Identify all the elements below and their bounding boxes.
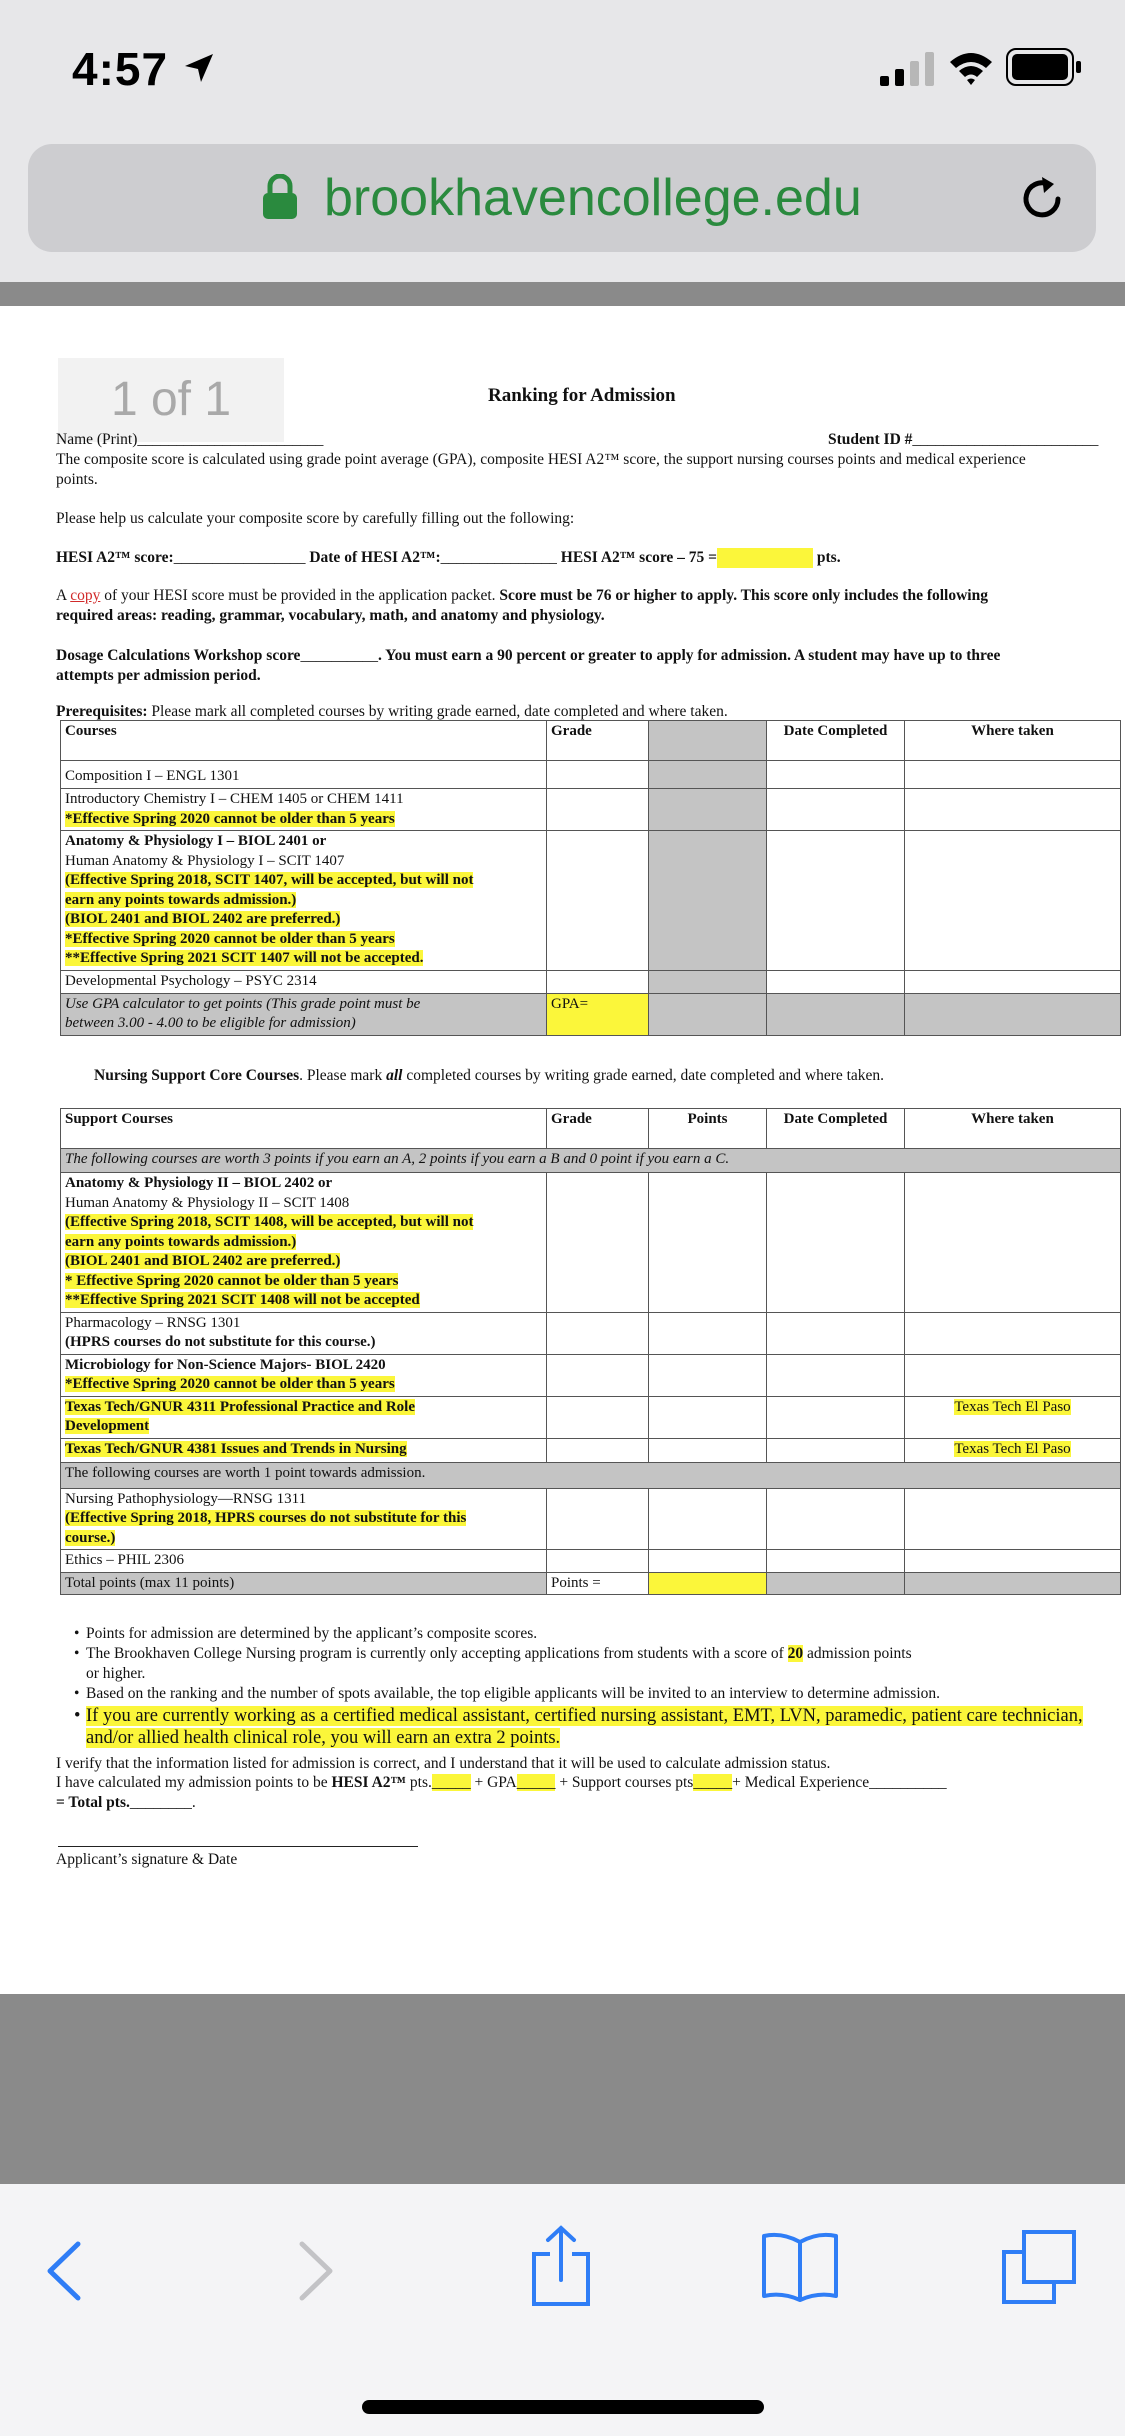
signal-icon bbox=[880, 52, 938, 86]
header-date-completed: Date Completed bbox=[767, 721, 905, 761]
table-row bbox=[61, 1173, 1121, 1313]
student-id-line: Student ID #________________________ bbox=[828, 431, 1099, 448]
grade-cell[interactable] bbox=[547, 1488, 649, 1550]
url-text[interactable]: brookhavencollege.edu bbox=[324, 169, 862, 227]
header-support-courses: Support Courses bbox=[61, 1109, 547, 1149]
support-intro bbox=[94, 1066, 884, 1086]
hesi-line: HESI A2™ score:_________________ Date of HESI A2™:_______________ HESI A2™ score – 75 = pts. bbox=[56, 548, 1116, 568]
table-row bbox=[61, 789, 1121, 831]
share-icon[interactable] bbox=[528, 2224, 594, 2308]
grade-cell[interactable] bbox=[547, 1354, 649, 1396]
points-equals-label: Points = bbox=[547, 1572, 649, 1595]
calc-line: I have calculated my admission points to be HESI A2™ pts._____ + GPA_____ + Support courses pts_____+ Medical Experience__________ bbox=[56, 1774, 947, 1791]
table-row bbox=[61, 831, 1121, 971]
course-note: earn any points towards admission.) bbox=[65, 1233, 297, 1250]
total-pts-label: = Total pts. bbox=[56, 1794, 130, 1811]
pts-label: pts. bbox=[816, 549, 841, 566]
list-item: • Based on the ranking and the number of spots available, the top eligible applicants will be invited to an interview to determine admission. bbox=[74, 1684, 1124, 1704]
where-cell[interactable] bbox=[905, 1396, 1121, 1438]
date-cell[interactable] bbox=[767, 1312, 905, 1354]
course-cell: Composition I – ENGL 1301 bbox=[61, 761, 547, 789]
calc-text: pts. bbox=[406, 1774, 432, 1791]
section-row bbox=[61, 1149, 1121, 1173]
course-note: *Effective Spring 2020 cannot be older than 5 years bbox=[65, 1376, 395, 1392]
table-row bbox=[61, 1354, 1121, 1396]
gpa-note-line: between 3.00 - 4.00 to be eligible for admission) bbox=[65, 1015, 356, 1031]
grade-cell[interactable] bbox=[547, 831, 649, 971]
where-cell[interactable] bbox=[905, 1173, 1121, 1313]
calc-text: + Support courses pts bbox=[559, 1774, 694, 1791]
wifi-icon bbox=[948, 50, 994, 86]
table-header-row bbox=[61, 721, 1121, 761]
signature-label: Applicant’s signature & Date bbox=[56, 1851, 238, 1868]
support-intro-all: all bbox=[386, 1067, 403, 1084]
grade-cell[interactable] bbox=[547, 1173, 649, 1313]
date-cell[interactable] bbox=[767, 1550, 905, 1573]
verify-line: I verify that the information listed for admission is correct, and I understand that it will be used to calculate admission status. bbox=[56, 1755, 831, 1772]
course-cell bbox=[61, 831, 547, 971]
course-cell bbox=[61, 1438, 547, 1462]
hesi-score-label: HESI A2™ score: bbox=[56, 549, 174, 566]
shaded-cell bbox=[649, 761, 767, 789]
grade-cell[interactable] bbox=[547, 761, 649, 789]
shaded-cell bbox=[767, 1572, 905, 1595]
points-cell[interactable] bbox=[649, 1488, 767, 1550]
date-cell[interactable] bbox=[767, 761, 905, 789]
date-cell[interactable] bbox=[767, 971, 905, 994]
course-note: course.) bbox=[65, 1529, 116, 1546]
course-line: Introductory Chemistry I – CHEM 1405 or CHEM 1411 bbox=[65, 791, 404, 807]
where-cell[interactable] bbox=[905, 1312, 1121, 1354]
calc-text: I have calculated my admission points to be bbox=[56, 1774, 332, 1791]
location-arrow-icon bbox=[183, 52, 215, 84]
where-cell[interactable] bbox=[905, 1488, 1121, 1550]
table-row bbox=[61, 1312, 1121, 1354]
back-icon[interactable] bbox=[44, 2240, 84, 2302]
shaded-cell bbox=[905, 993, 1121, 1035]
grade-cell[interactable] bbox=[547, 1550, 649, 1573]
date-cell[interactable] bbox=[767, 1396, 905, 1438]
bullet-text: If you are currently working as a certified medical assistant, certified nursing assistant, EMT, LVN, paramedic, patient care technician, bbox=[86, 1705, 1083, 1726]
name-label: Name (Print) bbox=[56, 431, 138, 448]
grade-cell[interactable] bbox=[547, 971, 649, 994]
total-row bbox=[61, 1572, 1121, 1595]
shaded-cell bbox=[649, 993, 767, 1035]
date-cell[interactable] bbox=[767, 1354, 905, 1396]
dosage-label: Dosage Calculations Workshop score bbox=[56, 647, 301, 664]
table-row bbox=[61, 1550, 1121, 1573]
course-line: Texas Tech/GNUR 4381 Issues and Trends in Nursing bbox=[65, 1440, 407, 1457]
course-line: Microbiology for Non-Science Majors- BIOL 2420 bbox=[65, 1356, 386, 1373]
list-item bbox=[74, 1705, 1124, 1749]
page-counter: 1 of 1 bbox=[58, 358, 284, 442]
points-cell[interactable] bbox=[649, 1173, 767, 1313]
date-of-hesi-label: Date of HESI A2™: bbox=[309, 549, 441, 566]
list-item bbox=[74, 1644, 1124, 1684]
grade-cell[interactable] bbox=[547, 789, 649, 831]
total-points-label: Total points (max 11 points) bbox=[61, 1572, 547, 1595]
calc-text: + GPA bbox=[474, 1774, 517, 1791]
header-where-taken: Where taken bbox=[905, 1109, 1121, 1149]
course-line: Texas Tech/GNUR 4311 Professional Practice and Role bbox=[65, 1398, 415, 1415]
dosage-line2: attempts per admission period. bbox=[56, 667, 261, 684]
status-bar bbox=[0, 0, 1125, 135]
course-cell bbox=[61, 1396, 547, 1438]
course-line: Anatomy & Physiology II – BIOL 2402 or bbox=[65, 1175, 333, 1191]
date-cell[interactable] bbox=[767, 1488, 905, 1550]
pdf-page bbox=[0, 306, 1125, 1994]
shaded-cell bbox=[905, 1572, 1121, 1595]
list-item: • Points for admission are determined by the applicant’s composite scores. bbox=[74, 1624, 1124, 1644]
bullet-text: or higher. bbox=[86, 1665, 146, 1683]
dosage-rest: . You must earn a 90 percent or greater to apply for admission. A student may have up to three bbox=[377, 647, 1001, 664]
course-note: **Effective Spring 2021 SCIT 1407 will not be accepted. bbox=[65, 950, 424, 966]
course-cell: Ethics – PHIL 2306 bbox=[61, 1550, 547, 1573]
course-note: (Effective Spring 2018, HPRS courses do not substitute for this bbox=[65, 1510, 467, 1526]
gpa-note bbox=[61, 993, 547, 1035]
table-row bbox=[61, 1396, 1121, 1438]
course-note: (Effective Spring 2018, SCIT 1407, will be accepted, but will not bbox=[65, 872, 474, 888]
prereq-label: Prerequisites: bbox=[56, 703, 148, 720]
header-grade: Grade bbox=[547, 1109, 649, 1149]
course-note: earn any points towards admission.) bbox=[65, 891, 297, 908]
header-points: Points bbox=[649, 1109, 767, 1149]
gpa-note-line: Use GPA calculator to get points (This grade point must be bbox=[65, 995, 421, 1012]
viewer-top-band bbox=[0, 282, 1125, 306]
course-line: Human Anatomy & Physiology I – SCIT 1407 bbox=[65, 852, 345, 869]
table-header-row bbox=[61, 1109, 1121, 1149]
total-points-field[interactable] bbox=[649, 1572, 767, 1595]
header-shaded bbox=[649, 721, 767, 761]
copy-line2: required areas: reading, grammar, vocabulary, math, and anatomy and physiology. bbox=[56, 607, 605, 624]
course-note: (HPRS courses do not substitute for this course.) bbox=[65, 1334, 376, 1350]
course-line: Nursing Pathophysiology—RNSG 1311 bbox=[65, 1490, 307, 1507]
calc-hesi: HESI A2™ bbox=[331, 1774, 407, 1791]
table-row bbox=[61, 971, 1121, 994]
reload-icon[interactable] bbox=[1018, 174, 1068, 224]
course-cell bbox=[61, 789, 547, 831]
bookmarks-icon[interactable] bbox=[760, 2230, 840, 2304]
where-cell[interactable] bbox=[905, 971, 1121, 994]
header-courses: Courses bbox=[61, 721, 547, 761]
safari-toolbar bbox=[0, 2184, 1125, 2436]
course-note: *Effective Spring 2020 cannot be older than 5 years bbox=[65, 810, 395, 827]
course-cell bbox=[61, 1173, 547, 1313]
help-line: Please help us calculate your composite score by carefully filling out the following: bbox=[56, 510, 575, 527]
course-note: * Effective Spring 2020 cannot be older than 5 years bbox=[65, 1272, 399, 1289]
intro-line2: points. bbox=[56, 471, 98, 488]
copy-bold: Score must be 76 or higher to apply. This score only includes the following bbox=[495, 587, 988, 604]
date-cell[interactable] bbox=[767, 789, 905, 831]
course-note: (BIOL 2401 and BIOL 2402 are preferred.) bbox=[65, 911, 341, 927]
table-row bbox=[61, 761, 1121, 789]
copy-post: of your HESI score must be provided in the application packet. bbox=[100, 587, 496, 604]
gpa-cell[interactable]: GPA= bbox=[547, 993, 649, 1035]
home-indicator[interactable] bbox=[362, 2400, 764, 2414]
shaded-cell bbox=[649, 789, 767, 831]
date-cell[interactable] bbox=[767, 1173, 905, 1313]
support-intro-bold: Nursing Support Core Courses bbox=[94, 1067, 300, 1084]
where-cell[interactable] bbox=[905, 761, 1121, 789]
course-note: **Effective Spring 2021 SCIT 1408 will not be accepted bbox=[65, 1292, 420, 1308]
course-note: (Effective Spring 2018, SCIT 1408, will be accepted, but will not bbox=[65, 1214, 474, 1230]
worth-3-points-note: The following courses are worth 3 points if you earn an A, 2 points if you earn a B and 0 point if you earn a C. bbox=[61, 1149, 1121, 1173]
bullet-text: admission points bbox=[803, 1645, 912, 1663]
copy-link[interactable]: copy bbox=[70, 587, 101, 604]
document-title: Ranking for Admission bbox=[488, 385, 676, 406]
gpa-row bbox=[61, 993, 1121, 1035]
where-cell[interactable] bbox=[905, 831, 1121, 971]
where-taken-value: Texas Tech El Paso bbox=[954, 1398, 1071, 1415]
grade-cell[interactable] bbox=[547, 1312, 649, 1354]
header-where-taken: Where taken bbox=[905, 721, 1121, 761]
course-line: Development bbox=[65, 1418, 150, 1434]
calc-text: + Medical Experience bbox=[732, 1774, 870, 1791]
points-cell[interactable] bbox=[649, 1396, 767, 1438]
admission-notes-list bbox=[74, 1624, 1124, 1749]
bullet-text: The Brookhaven College Nursing program is currently only accepting applications from students with a score of bbox=[86, 1645, 788, 1663]
points-cell[interactable] bbox=[649, 1354, 767, 1396]
copy-line bbox=[56, 586, 1116, 606]
prereq-rest: Please mark all completed courses by writing grade earned, date completed and where taken. bbox=[147, 703, 728, 720]
course-note: (BIOL 2401 and BIOL 2402 are preferred.) bbox=[65, 1253, 341, 1269]
header-grade: Grade bbox=[547, 721, 649, 761]
status-time: 4:57 bbox=[72, 43, 169, 95]
course-cell bbox=[61, 1354, 547, 1396]
viewer-bottom-band bbox=[0, 1994, 1125, 2184]
student-id-label: Student ID # bbox=[828, 431, 913, 448]
points-cell[interactable] bbox=[649, 1312, 767, 1354]
copy-pre: A bbox=[56, 587, 71, 604]
worth-1-point-note: The following courses are worth 1 point towards admission. bbox=[61, 1462, 1121, 1488]
lock-icon bbox=[262, 174, 298, 220]
hesi-formula-label: HESI A2™ score – 75 = bbox=[560, 549, 718, 566]
support-intro-text: completed courses by writing grade earned, date completed and where taken. bbox=[402, 1067, 885, 1084]
shaded-cell bbox=[649, 831, 767, 971]
where-taken-value: Texas Tech El Paso bbox=[954, 1440, 1071, 1457]
name-line: Name (Print)________________________ bbox=[56, 431, 324, 448]
bullet-text: and/or allied health clinical role, you will earn an extra 2 points. bbox=[86, 1727, 561, 1748]
where-cell[interactable] bbox=[905, 1438, 1121, 1462]
intro-line1: The composite score is calculated using grade point average (GPA), composite HESI A2™ score, the support nursing courses points and medical experience bbox=[56, 451, 1026, 468]
course-cell bbox=[61, 1312, 547, 1354]
date-cell[interactable] bbox=[767, 831, 905, 971]
support-intro-text: . Please mark bbox=[299, 1067, 387, 1084]
course-cell: Developmental Psychology – PSYC 2314 bbox=[61, 971, 547, 994]
dosage-line: Dosage Calculations Workshop score__________. You must earn a 90 percent or greater to apply for admission. A student may have up to three bbox=[56, 647, 1001, 664]
grade-cell[interactable] bbox=[547, 1438, 649, 1462]
support-courses-table bbox=[60, 1108, 1121, 1595]
where-cell[interactable] bbox=[905, 789, 1121, 831]
total-pts-line: = Total pts.________. bbox=[56, 1794, 196, 1811]
forward-icon[interactable] bbox=[296, 2240, 336, 2302]
points-cell[interactable] bbox=[649, 1550, 767, 1573]
course-cell bbox=[61, 1488, 547, 1550]
points-cell[interactable] bbox=[649, 1438, 767, 1462]
shaded-cell bbox=[767, 993, 905, 1035]
header-date-completed: Date Completed bbox=[767, 1109, 905, 1149]
table-row bbox=[61, 1488, 1121, 1550]
course-note: *Effective Spring 2020 cannot be older than 5 years bbox=[65, 930, 395, 947]
prerequisites-table bbox=[60, 720, 1121, 1036]
course-line: Anatomy & Physiology I – BIOL 2401 or bbox=[65, 833, 327, 849]
signature-line bbox=[58, 1846, 418, 1847]
section-row bbox=[61, 1462, 1121, 1488]
tabs-icon[interactable] bbox=[1000, 2228, 1078, 2306]
shaded-cell bbox=[649, 971, 767, 994]
course-line: Human Anatomy & Physiology II – SCIT 1408 bbox=[65, 1194, 350, 1211]
where-cell[interactable] bbox=[905, 1354, 1121, 1396]
course-line: Pharmacology – RNSG 1301 bbox=[65, 1314, 241, 1331]
admission-points-threshold: 20 bbox=[787, 1645, 804, 1663]
grade-cell[interactable] bbox=[547, 1396, 649, 1438]
battery-icon bbox=[1006, 48, 1082, 86]
where-cell[interactable] bbox=[905, 1550, 1121, 1573]
date-cell[interactable] bbox=[767, 1438, 905, 1462]
table-row bbox=[61, 1438, 1121, 1462]
